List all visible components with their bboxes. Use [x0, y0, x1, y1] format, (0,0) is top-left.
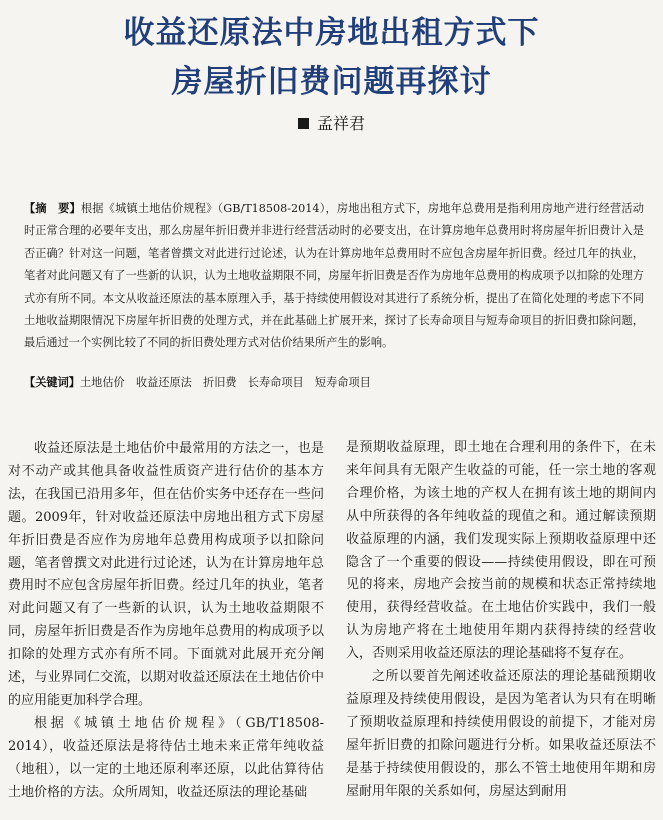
body-column-right — [346, 437, 656, 804]
body-paragraph: 之所以要首先阐述收益还原法的理论基础预期收益原理及持续使用假设，是因为笔者认为只有在明晰了预期收益原理和持续使用假设的前提下，才能对房屋年折旧费的扣除问题进行分析。如果收益还原法不是基于持续使用假设的，那么不管土地使用年期和房屋耐用年限的关系如何，房屋达到耐用 — [346, 669, 656, 799]
keywords-label: 【关键词】 — [24, 375, 80, 389]
abstract-paragraph — [24, 197, 644, 355]
body-paragraph: 收益还原法是土地估价中最常用的方法之一，也是对不动产或其他具备收益性质资产进行估价的基本方法，在我国已沿用多年，但在估价实务中还存在一些问题。2009年，针对收益还原法中房地出租方式下房屋年折旧费是否应作为房地年总费用构成项予以扣除问题，笔者曾撰文对此进行过论述，认为在计算房地年总费用时不应包含房屋年折旧费。经过几年的执业，笔者对此问题又有了一些新的认识，认为土地收益期限不同，房屋年折旧费是否作为房地年总费用的构成项予以扣除的处理方式亦有所不同。下面就对此展开充分阐述，与业界同仁交流，以期对收益还原法在土地估价中的应用能更加科学合理。 — [8, 441, 324, 708]
body-paragraph: 根据《城镇土地估价规程》（GB/T18508-2014），收益还原法是将待估土地未来正常年纯收益（地租），以一定的土地还原利率还原，以此估算待估土地价格的方法。众所周知，收益还原法的理论基础 — [8, 715, 324, 800]
body-paragraph: 是预期收益原理，即土地在合理利用的条件下，在未来年间具有无限产生收益的可能，任一宗土地的客观合理价格，为该土地的产权人在拥有该土地的期间内从中所获得的各年纯收益的现值之和。通过解读预期收益原理的内涵，我们发现实际上预期收益原理中还隐含了一个重要的假设——持续使用假设，即在可预见的将来，房地产会按当前的规模和状态正常持续地使用，获得经营收益。在土地估价实践中，我们一般认为房地产将在土地使用年期内获得持续的经营收入，否则采用收益还原法的理论基础将不复存在。 — [346, 440, 656, 662]
author-byline — [0, 111, 663, 134]
body-column-left — [8, 438, 324, 805]
article-title-line-1: 收益还原法中房地出租方式下 — [123, 15, 540, 51]
author-name: 孟祥君 — [316, 114, 365, 133]
article-title-line-2: 房屋折旧费问题再探讨 — [171, 64, 492, 100]
abstract-text: 根据《城镇土地估价规程》（GB/T18508-2014），房地出租方式下，房地年总费用是指利用房地产进行经营活动时正常合理的必要年支出，那么房屋年折旧费并非进行经营活动时的必要支出，在计算房地年总费用时将房屋年折旧费计入是否正确？针对这一问题，笔者曾撰文对此进行过论述，认为在计算房地年总费用时不应包含房屋年折旧费。经过几年的执业，笔者对此问题又有了一些新的认识，认为土地收益期限不同，房屋年折旧费是否作为房地年总费用的构成项予以扣除的处理方式亦有所不同。本文从收益还原法的基本原理入手，基于持续使用假设对其进行了系统分析，提出了在简化处理的考虑下不同土地收益期限情况下房屋年折旧费的处理方式，并在此基础上扩展开来，探讨了长寿命项目与短寿命项目的折旧费扣除问题，最后通过一个实例比较了不同的折旧费处理方式对估价结果所产生的影响。 — [24, 202, 644, 350]
square-bullet-icon — [298, 118, 309, 129]
keywords-text: 土地估价 收益还原法 折旧费 长寿命项目 短寿命项目 — [79, 376, 371, 389]
abstract-block — [24, 197, 644, 355]
keywords-block — [24, 371, 644, 394]
abstract-label: 【摘 要】 — [24, 201, 81, 215]
